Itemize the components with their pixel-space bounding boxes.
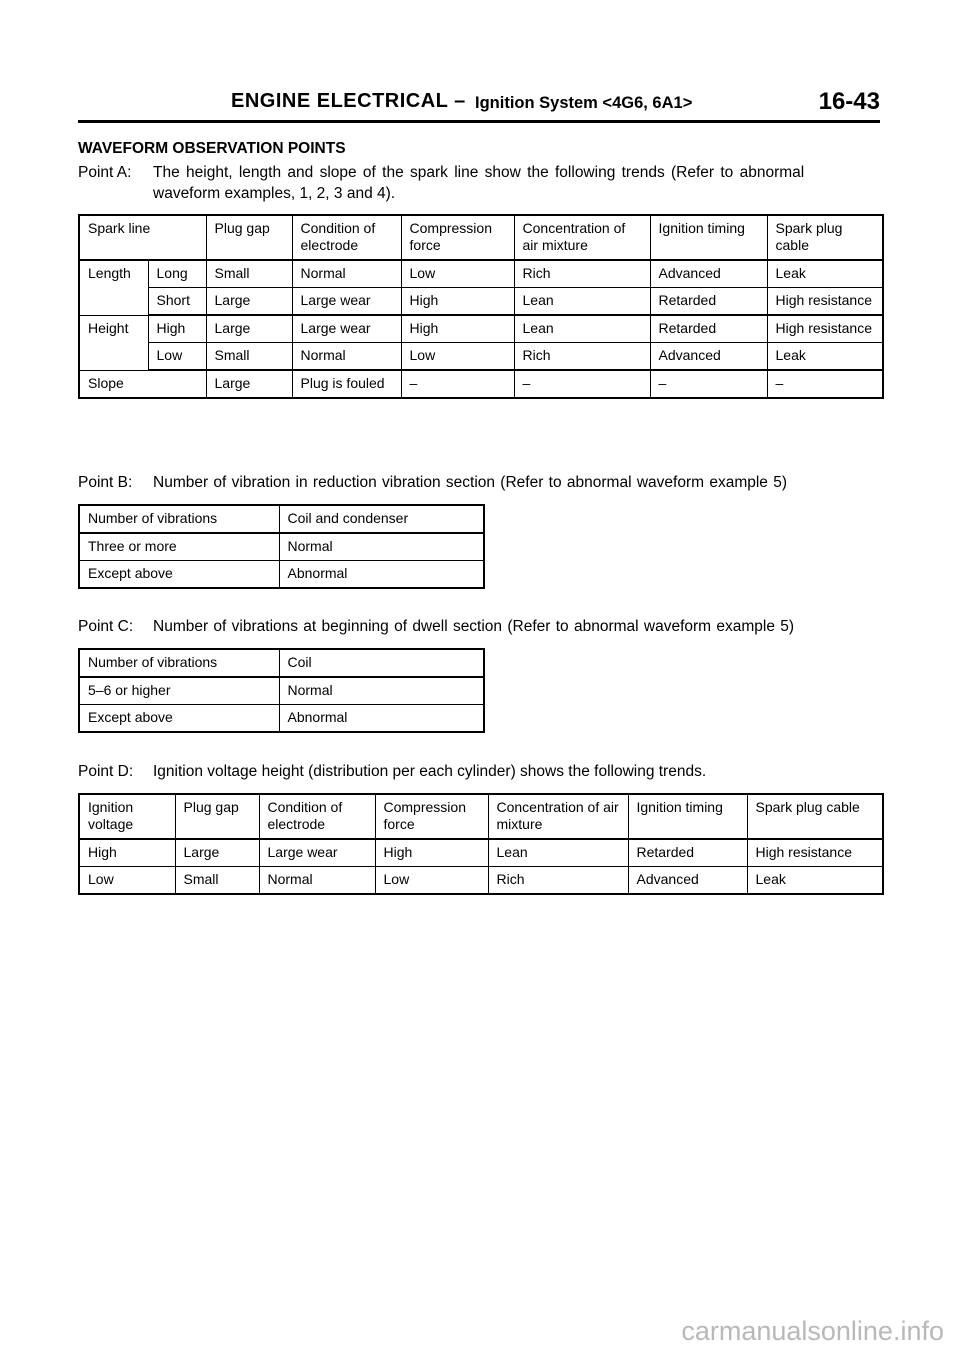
table-row bbox=[79, 677, 484, 705]
table-cell: Large bbox=[206, 288, 292, 316]
header-cell: Ignition voltage bbox=[79, 794, 175, 839]
header-cell: Condition of electrode bbox=[292, 215, 401, 260]
table-cell: High resistance bbox=[767, 315, 883, 343]
point-d-table bbox=[78, 793, 884, 895]
header-cell: Compression force bbox=[401, 215, 514, 260]
table-row bbox=[79, 533, 484, 561]
table-cell: Large wear bbox=[292, 315, 401, 343]
table-cell: Advanced bbox=[650, 260, 767, 288]
table-header-row bbox=[79, 215, 883, 260]
table-row bbox=[79, 705, 484, 733]
header-cell: Number of vibrations bbox=[79, 505, 279, 533]
table-header-row bbox=[79, 505, 484, 533]
table-cell: – bbox=[650, 370, 767, 398]
table-cell: Lean bbox=[514, 288, 650, 316]
table-cell: Normal bbox=[259, 867, 375, 895]
header-title: ENGINE ELECTRICAL – bbox=[231, 90, 466, 112]
table-cell: Low bbox=[375, 867, 488, 895]
table-cell: Retarded bbox=[650, 315, 767, 343]
table-cell: High bbox=[79, 839, 175, 867]
header-cell: Plug gap bbox=[175, 794, 259, 839]
point-a-table bbox=[78, 214, 884, 399]
table-cell: 5–6 or higher bbox=[79, 677, 279, 705]
table-cell: Small bbox=[175, 867, 259, 895]
table-cell: Abnormal bbox=[279, 705, 484, 733]
header-cell: Spark plug cable bbox=[747, 794, 883, 839]
header-cell: Coil and condenser bbox=[279, 505, 484, 533]
table-cell: Rich bbox=[488, 867, 628, 895]
table-header-row bbox=[79, 649, 484, 677]
table-cell: Leak bbox=[767, 343, 883, 371]
point-d-text: Ignition voltage height (distribution per each cylinder) shows the following trends. bbox=[153, 763, 707, 780]
point-a-label: Point A: bbox=[78, 164, 132, 181]
table-cell: Except above bbox=[79, 705, 279, 733]
table-cell: Low bbox=[148, 343, 206, 371]
table-cell: High bbox=[375, 839, 488, 867]
table-cell: Large bbox=[206, 315, 292, 343]
point-a-text-line1: The height, length and slope of the spark line show the following trends (Refer to abnormal bbox=[153, 164, 805, 181]
table-cell: Normal bbox=[292, 343, 401, 371]
point-d-label: Point D: bbox=[78, 763, 134, 780]
table-cell: Normal bbox=[279, 677, 484, 705]
table-cell: Large bbox=[206, 370, 292, 398]
header-cell: Spark line bbox=[79, 215, 206, 260]
table-row bbox=[79, 315, 883, 343]
point-a-text-line2: waveform examples, 1, 2, 3 and 4). bbox=[153, 185, 396, 202]
header-cell: Number of vibrations bbox=[79, 649, 279, 677]
table-cell: Plug is fouled bbox=[292, 370, 401, 398]
header-cell: Plug gap bbox=[206, 215, 292, 260]
table-header-row bbox=[79, 794, 883, 839]
table-cell: Except above bbox=[79, 561, 279, 589]
slope-group-label: Slope bbox=[79, 370, 206, 398]
point-c-text: Number of vibrations at beginning of dwell section (Refer to abnormal waveform example 5) bbox=[153, 618, 795, 635]
header-cell: Condition of electrode bbox=[259, 794, 375, 839]
table-cell: Three or more bbox=[79, 533, 279, 561]
table-cell: – bbox=[401, 370, 514, 398]
table-cell: Low bbox=[79, 867, 175, 895]
table-row bbox=[79, 370, 883, 398]
table-cell: Retarded bbox=[650, 288, 767, 316]
table-cell: – bbox=[767, 370, 883, 398]
table-cell: Advanced bbox=[628, 867, 747, 895]
table-cell: Short bbox=[148, 288, 206, 316]
table-cell: High bbox=[148, 315, 206, 343]
table-cell: Normal bbox=[292, 260, 401, 288]
header-cell: Ignition timing bbox=[628, 794, 747, 839]
point-b-text: Number of vibration in reduction vibration section (Refer to abnormal waveform example 5) bbox=[153, 474, 788, 491]
table-row bbox=[79, 288, 883, 316]
table-cell: High resistance bbox=[747, 839, 883, 867]
table-cell: – bbox=[514, 370, 650, 398]
header-subtitle: Ignition System <4G6, 6A1> bbox=[475, 94, 693, 112]
header-cell: Spark plug cable bbox=[767, 215, 883, 260]
page-header bbox=[78, 86, 880, 122]
table-row bbox=[79, 343, 883, 371]
table-cell: Large wear bbox=[292, 288, 401, 316]
table-cell: Large bbox=[175, 839, 259, 867]
table-cell: Long bbox=[148, 260, 206, 288]
length-group-label: Length bbox=[79, 260, 148, 315]
table-cell: Low bbox=[401, 343, 514, 371]
table-cell: High bbox=[401, 315, 514, 343]
table-cell: Leak bbox=[747, 867, 883, 895]
table-cell: Small bbox=[206, 260, 292, 288]
table-cell: Rich bbox=[514, 260, 650, 288]
header-cell: Ignition timing bbox=[650, 215, 767, 260]
site-watermark: carmanualsonline.info bbox=[681, 1316, 944, 1346]
table-row bbox=[79, 839, 883, 867]
header-cell: Compression force bbox=[375, 794, 488, 839]
height-group-label: Height bbox=[79, 315, 148, 370]
table-cell: High resistance bbox=[767, 288, 883, 316]
table-cell: Lean bbox=[488, 839, 628, 867]
table-cell: Normal bbox=[279, 533, 484, 561]
table-row bbox=[79, 867, 883, 895]
page-number: 16-43 bbox=[818, 88, 880, 115]
table-cell: Leak bbox=[767, 260, 883, 288]
table-cell: Lean bbox=[514, 315, 650, 343]
table-cell: Large wear bbox=[259, 839, 375, 867]
header-rule bbox=[78, 120, 880, 123]
table-cell: Retarded bbox=[628, 839, 747, 867]
section-title: WAVEFORM OBSERVATION POINTS bbox=[78, 140, 346, 157]
table-cell: High bbox=[401, 288, 514, 316]
header-cell: Concentration of air mixture bbox=[488, 794, 628, 839]
header-cell: Concentration of air mixture bbox=[514, 215, 650, 260]
point-c-label: Point C: bbox=[78, 618, 134, 635]
table-cell: Low bbox=[401, 260, 514, 288]
table-row bbox=[79, 561, 484, 589]
table-cell: Advanced bbox=[650, 343, 767, 371]
header-cell: Coil bbox=[279, 649, 484, 677]
point-b-label: Point B: bbox=[78, 474, 133, 491]
table-cell: Small bbox=[206, 343, 292, 371]
table-cell: Rich bbox=[514, 343, 650, 371]
point-b-table bbox=[78, 504, 485, 589]
point-c-table bbox=[78, 648, 485, 733]
table-row bbox=[79, 260, 883, 288]
table-cell: Abnormal bbox=[279, 561, 484, 589]
